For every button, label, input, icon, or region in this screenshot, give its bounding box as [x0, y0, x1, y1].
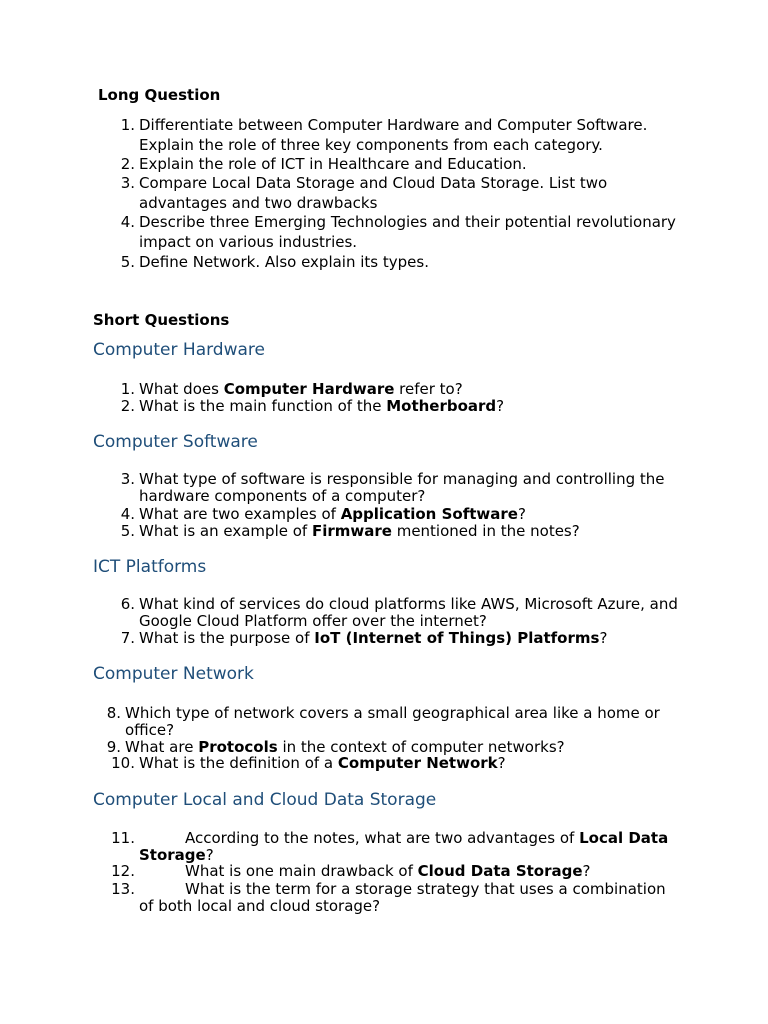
section-title-computer-network: Computer Network: [93, 664, 254, 684]
list-item: 10. What is the definition of a Computer Network?: [111, 754, 506, 772]
list-item: 7. What is the purpose of IoT (Internet of Things) Platforms?: [120, 629, 608, 647]
list-item: 3. What type of software is responsible for managing and controlling the hardware components of a computer?: [120, 470, 665, 505]
list-item: 2. What is the main function of the Motherboard?: [120, 397, 505, 415]
section-title-data-storage: Computer Local and Cloud Data Storage: [93, 790, 437, 810]
list-item: 4. Describe three Emerging Technologies and their potential revolutionary impact on various industries.: [120, 213, 676, 251]
list-item: 1. Differentiate between Computer Hardware and Computer Software. Explain the role of three key components from each category.: [120, 116, 648, 154]
list-item: 9. What are Protocols in the context of computer networks?: [106, 738, 565, 756]
list-item: 5. What is an example of Firmware mentioned in the notes?: [120, 522, 580, 540]
section-title-ict-platforms: ICT Platforms: [93, 557, 207, 577]
list-item: 6. What kind of services do cloud platforms like AWS, Microsoft Azure, and Google Cloud Platform offer over the internet?: [120, 595, 678, 630]
list-item: 12. What is one main drawback of Cloud Data Storage?: [111, 862, 591, 880]
section-title-computer-software: Computer Software: [93, 432, 258, 452]
short-questions-heading: Short Questions: [93, 311, 230, 329]
list-item: 1. What does Computer Hardware refer to?: [120, 380, 463, 398]
list-item: 13. What is the term for a storage strategy that uses a combination of both local and cloud storage?: [111, 880, 666, 915]
list-item: 4. What are two examples of Application Software?: [120, 505, 526, 523]
list-item: 3. Compare Local Data Storage and Cloud Data Storage. List two advantages and two drawbacks: [120, 174, 608, 212]
list-item: 8. Which type of network covers a small geographical area like a home or office?: [106, 704, 660, 739]
list-item: 5. Define Network. Also explain its types.: [120, 253, 429, 271]
list-item: 2. Explain the role of ICT in Healthcare and Education.: [120, 155, 527, 173]
section-title-computer-hardware: Computer Hardware: [93, 340, 265, 360]
long-question-heading: Long Question: [98, 86, 221, 104]
list-item: 11. According to the notes, what are two advantages of Local Data Storage?: [111, 829, 669, 864]
